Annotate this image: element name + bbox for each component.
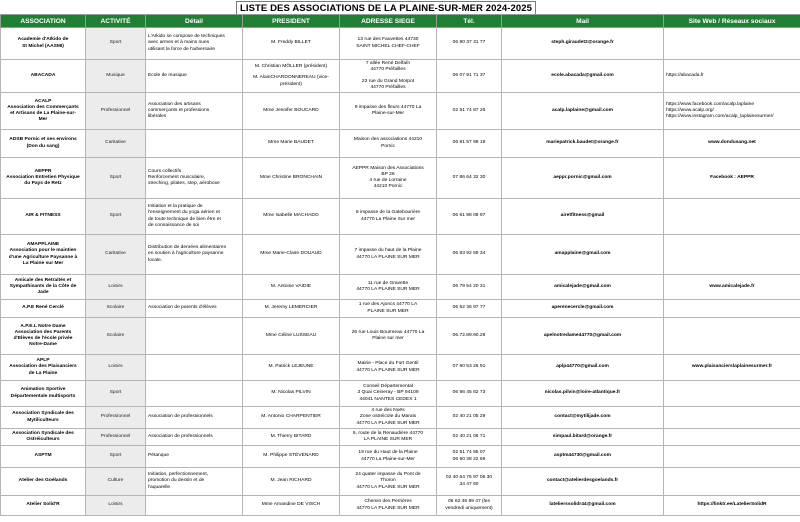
header-row (1, 15, 800, 28)
address-cell: 24 quater impasse du Pont de Thoron 44770 LA PLAINE SUR MER (340, 468, 437, 496)
phone-cell: 06 80 37 31 77 (437, 28, 502, 60)
table-row (1, 199, 800, 235)
mail-cell: ecole.abacada@gmail.com (502, 60, 664, 93)
site-cell (664, 381, 800, 407)
detail-cell (146, 130, 243, 158)
detail-cell: L'Aïkido se compose de techniques avec armes et à mains nues utilisant la force de l'adversaire (146, 28, 243, 60)
address-cell: 13 rue des Fauvettes 44730 SAINT MICHEL CHEF-CHEF (340, 28, 437, 60)
president-cell: M. Thierry BITARD (243, 429, 340, 446)
site-cell (664, 446, 800, 468)
table-row (1, 468, 800, 496)
address-cell: 26 rue Louis Bourmeau 44770 La Plaine sur mer (340, 318, 437, 355)
phone-cell: 06 81 57 98 19 (437, 130, 502, 158)
president-cell: M. Patrick LEJEUNE (243, 355, 340, 381)
header-president: PRESIDENT (243, 15, 340, 28)
president-cell: Mme Amandine DE VISCH (243, 496, 340, 516)
activity-cell: Professionnel (86, 407, 146, 429)
site-cell (664, 235, 800, 275)
detail-cell: Pétanque (146, 446, 243, 468)
detail-cell (146, 381, 243, 407)
table-row (1, 407, 800, 429)
activity-cell: Musique (86, 60, 146, 93)
president-cell: Mme Céline LUSSEAU (243, 318, 340, 355)
address-cell: 19 rue du Haut de la Plaine 44770 La Plaine-sur-Mer (340, 446, 437, 468)
site-cell: www.plaisancierslaplainesurmer.fr (664, 355, 800, 381)
header-site: Site Web / Réseaux sociaux (664, 15, 800, 28)
phone-cell: 06 79 54 20 31 (437, 275, 502, 300)
phone-cell: 02 40 21 06 71 (437, 429, 502, 446)
site-cell (664, 407, 800, 429)
table-row (1, 300, 800, 318)
president-cell: M. Jeremy LEMERCIER (243, 300, 340, 318)
activity-cell: Culture (86, 468, 146, 496)
mail-cell: contact@mytilijade.com (502, 407, 664, 429)
detail-cell: Association de parents d'élèves (146, 300, 243, 318)
activity-cell: Loisirs (86, 496, 146, 516)
association-name: A.P.E René Cerclé (1, 300, 86, 318)
association-name: ADSB Pornic et ses environs (Don du sang) (1, 130, 86, 158)
phone-cell: 06.72.89.90.28 (437, 318, 502, 355)
header-address: ADRESSE SIEGE (340, 15, 437, 28)
activity-cell: Professionnel (86, 429, 146, 446)
association-name: Atelier Solid'R (1, 496, 86, 516)
address-cell: Mairie - Place du Fort Gentil 44770 LA PLAINE SUR MER (340, 355, 437, 381)
header-detail: Détail (146, 15, 243, 28)
table-row (1, 446, 800, 468)
site-cell (664, 468, 800, 496)
detail-cell: Association de professionnels (146, 429, 243, 446)
mail-cell: acalp.laplaine@gmail.com (502, 93, 664, 130)
president-cell: Mme Marie-Claire DOUAUD (243, 235, 340, 275)
address-cell: 5, route de la Renaudière 44770 LA PLAINE SUR MER (340, 429, 437, 446)
mail-cell: simpaul.bitard@orange.fr (502, 429, 664, 446)
site-cell (664, 429, 800, 446)
detail-cell: Initiation et la pratique de l'enseignement du yoga aérien et de toute technique de bien être et de connaissance de soi (146, 199, 243, 235)
association-name: A.P.E.L Notre Dame Association des Parents d'Elèves de l'école privée Notre-Dame (1, 318, 86, 355)
activity-cell: Sport (86, 28, 146, 60)
table-row (1, 158, 800, 199)
address-cell: Maison des associations 44210 Pornic (340, 130, 437, 158)
detail-cell (146, 355, 243, 381)
association-name: AEPPR Association Entretien Physique du Pays de Retz (1, 158, 86, 199)
association-name: ACALP Association des Commerçants et Artisans de La Plaine-sur- Mer (1, 93, 86, 130)
activity-cell: Sport (86, 446, 146, 468)
table-row (1, 235, 800, 275)
table-row (1, 130, 800, 158)
association-name: Animation Sportive Départementale multisports (1, 381, 86, 407)
mail-cell: amapplaine@gmail.com (502, 235, 664, 275)
address-cell: Chemin des Perrières 44770 LA PLAINE SUR MER (340, 496, 437, 516)
table-row (1, 318, 800, 355)
site-cell: Facebook : AEPPR (664, 158, 800, 199)
phone-cell: 02 40 21 05 29 (437, 407, 502, 429)
activity-cell: Scolaire (86, 300, 146, 318)
detail-cell (146, 318, 243, 355)
president-cell: Mme Jennifer BOUCARD (243, 93, 340, 130)
activity-cell: Sport (86, 199, 146, 235)
president-cell: M. Jean RICHARD (243, 468, 340, 496)
mail-cell: aplp44770@gmail.com (502, 355, 664, 381)
mail-cell: latelierssolidr44@gmail.com (502, 496, 664, 516)
association-name: AMAPPLAINE Association pour le maintien d'une Agriculture Paysanne à La Plaine sur Mer (1, 235, 86, 275)
association-name: Amicale des Retraités et Sympathisants de la Côte de Jade (1, 275, 86, 300)
detail-cell: Ecole de musique (146, 60, 243, 93)
table-row (1, 28, 800, 60)
detail-cell: Cours collectifs Renforcement musculaire, streching, pilates, step, aéroboxe (146, 158, 243, 199)
president-cell: M. Philippe STÉVENARD (243, 446, 340, 468)
page-title: LISTE DES ASSOCIATIONS DE LA PLAINE-SUR-MER 2024-2025 (236, 1, 536, 15)
address-cell: 11 rue de Gravette 44770 LA PLAINE SUR MER (340, 275, 437, 300)
president-cell: M. Antoine VAIDIE (243, 275, 340, 300)
phone-cell: 06 83 92 59 34 (437, 235, 502, 275)
association-name: Academie d'Aïkido de St Michel (AASMI) (1, 28, 86, 60)
address-cell: AEPPR Maison des Associations BP 26 4 rue de Lorraine 44210 Pornic (340, 158, 437, 199)
detail-cell: Association des artisans commerçants et professions libérales (146, 93, 243, 130)
activity-cell: Caritative (86, 130, 146, 158)
address-cell: 1 rue des Ajoncs 44770 LA PLAINE SUR MER (340, 300, 437, 318)
president-cell: Mme Marie BAUDET (243, 130, 340, 158)
phone-cell: 02 51 74 87 26 (437, 93, 502, 130)
association-name: ABACADA (1, 60, 86, 93)
president-cell: M. Christian MÖLLER (président) M. AlainCHARDONNEREAU (vice- président) (243, 60, 340, 93)
mail-cell: asptm44730@gmail.com (502, 446, 664, 468)
table-row (1, 93, 800, 130)
detail-cell: Initiation, perfectionnement, promotion du dessin et de l'aquarelle (146, 468, 243, 496)
phone-cell: 06 52 36 97 77 (437, 300, 502, 318)
president-cell: M. Freddy BILLET (243, 28, 340, 60)
activity-cell: Caritative (86, 235, 146, 275)
association-name: Atelier des Goélands (1, 468, 86, 496)
president-cell: M. Nicolas PILVIN (243, 381, 340, 407)
header-phone: Tél. (437, 15, 502, 28)
association-name: Association Syndicale des Ostréiculteurs (1, 429, 86, 446)
president-cell: M. Antonio CHARPENTIER (243, 407, 340, 429)
table-row (1, 275, 800, 300)
mail-cell: contact@atelierdesgoelands.fr (502, 468, 664, 496)
association-name: AIR & FITNESS (1, 199, 86, 235)
detail-cell: Association de professionnels (146, 407, 243, 429)
mail-cell: apelnotredame44770@gmail.com (502, 318, 664, 355)
table-row (1, 496, 800, 516)
mail-cell: airetfitness@gmail (502, 199, 664, 235)
site-cell (664, 300, 800, 318)
detail-cell: Distribution de denrées alimentaires en soutien à l'agriculture paysanne locale. (146, 235, 243, 275)
associations-table (0, 14, 800, 516)
phone-cell: 07 80 53 26 91 (437, 355, 502, 381)
header-mail: Mail (502, 15, 664, 28)
association-name: ASPTM (1, 446, 86, 468)
activity-cell: Loisirs (86, 275, 146, 300)
address-cell: 8 impasse de la Gatebourière 44770 La Plaine Sur mer (340, 199, 437, 235)
activity-cell: Professionnel (86, 93, 146, 130)
address-cell: Conseil Départemental 3 Quai Ceineray - BP 94109 44041 NANTES CEDEX 1 (340, 381, 437, 407)
address-cell: 9 impasse des fleurs 44770 La Plaine-sur-Mer (340, 93, 437, 130)
site-cell (664, 28, 800, 60)
title-row (0, 0, 800, 14)
site-cell: https://abacada.fr (664, 60, 800, 93)
site-cell: https://linktr.ee/LatelierSolidR (664, 496, 800, 516)
phone-cell: 06 61 98 08 97 (437, 199, 502, 235)
president-cell: Mme Isabelle MACHADO (243, 199, 340, 235)
mail-cell: steph.giraudet2@orange.fr (502, 28, 664, 60)
table-row (1, 381, 800, 407)
phone-cell: 06 62 46 89 47 (les vendredi uniquement) (437, 496, 502, 516)
activity-cell: Loisirs (86, 355, 146, 381)
phone-cell: 02 51 74 95 07 06 60 38 22 69 (437, 446, 502, 468)
header-activity: ACTIVITÉ (86, 15, 146, 28)
address-cell: 7 allée René Delfaîn 44770 Préfailles 23 rue du Grand Morpot 44770 Préfailles (340, 60, 437, 93)
site-cell (664, 318, 800, 355)
association-name: APLP Association des Plaisanciers de La Plaine (1, 355, 86, 381)
activity-cell: Scolaire (86, 318, 146, 355)
site-cell (664, 199, 800, 235)
activity-cell: Sport (86, 158, 146, 199)
mail-cell: mariepatrick.baudet@orange.fr (502, 130, 664, 158)
phone-cell: 06 86 45 82 73 (437, 381, 502, 407)
address-cell: 4 rue des Noës Zone ostréicole du Marais 44770 LA PLAINE SUR MER (340, 407, 437, 429)
phone-cell: 02 40 64 75 97 06 30 34 47 60 (437, 468, 502, 496)
activity-cell: Sport (86, 381, 146, 407)
table-row (1, 429, 800, 446)
mail-cell: aeppr.pornic@gmail.com (502, 158, 664, 199)
mail-cell: aperenecercle@gmail.com (502, 300, 664, 318)
president-cell: Mme Christine BRONCHAIN (243, 158, 340, 199)
site-cell: https://www.facebook.com/acalp.laplaine https://www.acalp.org/ https://www.instagram.com/acalp_laplainesurmer/ (664, 93, 800, 130)
mail-cell: amicalejade@gmail.com (502, 275, 664, 300)
table-row (1, 355, 800, 381)
table-row (1, 60, 800, 93)
mail-cell: nicolas.pilvin@loire-atlantique.fr (502, 381, 664, 407)
detail-cell (146, 496, 243, 516)
phone-cell: 06 07 91 71 37 (437, 60, 502, 93)
header-association: ASSOCIATION (1, 15, 86, 28)
association-name: Association Syndicale des Mytiliculteurs (1, 407, 86, 429)
phone-cell: 07 86 64 32 30 (437, 158, 502, 199)
detail-cell (146, 275, 243, 300)
address-cell: 7 impasse du haut de la Plaine 44770 LA PLAINE SUR MER (340, 235, 437, 275)
site-cell: www.dondusang.net (664, 130, 800, 158)
site-cell: www.amicalejade.fr (664, 275, 800, 300)
